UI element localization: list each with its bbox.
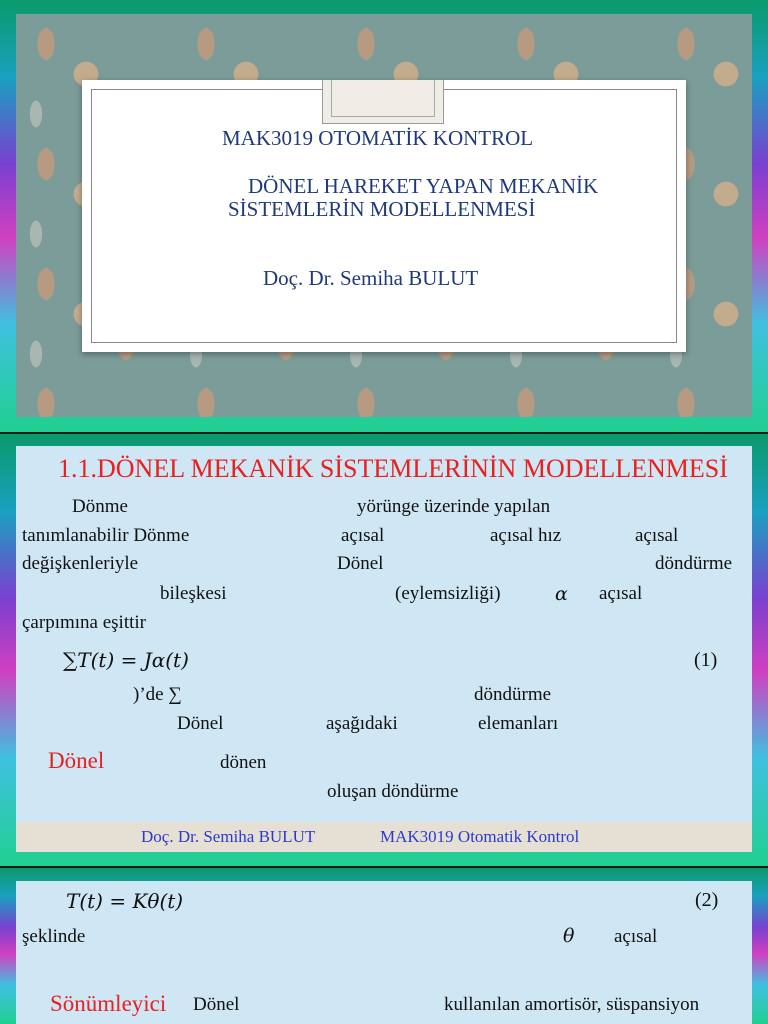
presentation-title-line2: SİSTEMLERİN MODELLENMESİ	[228, 197, 536, 221]
term-label: Dönel	[48, 748, 105, 773]
text: )’de ∑	[133, 684, 182, 705]
term-label: Sönümleyici	[50, 991, 167, 1016]
text: açısal	[599, 583, 643, 604]
text: açısal hız	[490, 525, 562, 546]
text: döndürme	[474, 684, 552, 705]
equation-number: (1)	[694, 649, 718, 671]
equation-1: ∑T(t) = Jα(t)	[63, 648, 189, 672]
footer-author: Doç. Dr. Semiha BULUT	[141, 827, 316, 846]
slide-heading: 1.1.DÖNEL MEKANİK SİSTEMLERİNİN MODELLENMESİ	[58, 454, 728, 483]
text: Dönel	[177, 713, 224, 734]
text: bileşkesi	[160, 583, 227, 604]
text: döndürme	[655, 553, 733, 574]
text: çarpımına eşittir	[22, 612, 146, 633]
text: Dönme	[72, 496, 128, 517]
text: dönen	[220, 752, 267, 773]
text: Dönel	[337, 553, 384, 574]
text: aşağıdaki	[326, 713, 398, 734]
text: şeklinde	[22, 926, 86, 947]
equation-2: T(t) = Kθ(t)	[66, 889, 184, 913]
text: yörünge üzerinde yapılan	[357, 496, 551, 517]
text: Dönel	[193, 994, 240, 1015]
card-tab	[322, 80, 444, 124]
equation-number: (2)	[695, 889, 719, 911]
alpha-symbol: α	[555, 583, 568, 605]
text: tanımlanabilir Dönme	[22, 525, 190, 546]
author-name: Doç. Dr. Semiha BULUT	[263, 266, 479, 290]
text: açısal	[635, 525, 679, 546]
text: açısal	[614, 926, 658, 947]
text: değişkenleriyle	[22, 553, 139, 574]
text: (eylemsizliği)	[395, 583, 501, 604]
text: kullanılan amortisör, süspansiyon	[444, 994, 700, 1015]
presentation-title-line1: DÖNEL HAREKET YAPAN MEKANİK	[248, 174, 599, 198]
theta-symbol: θ	[563, 925, 575, 947]
text: açısal	[341, 525, 385, 546]
text: elemanları	[478, 713, 559, 734]
footer-course: MAK3019 Otomatik Kontrol	[380, 827, 580, 846]
text: oluşan döndürme	[327, 781, 459, 802]
course-title: MAK3019 OTOMATİK KONTROL	[222, 126, 534, 150]
